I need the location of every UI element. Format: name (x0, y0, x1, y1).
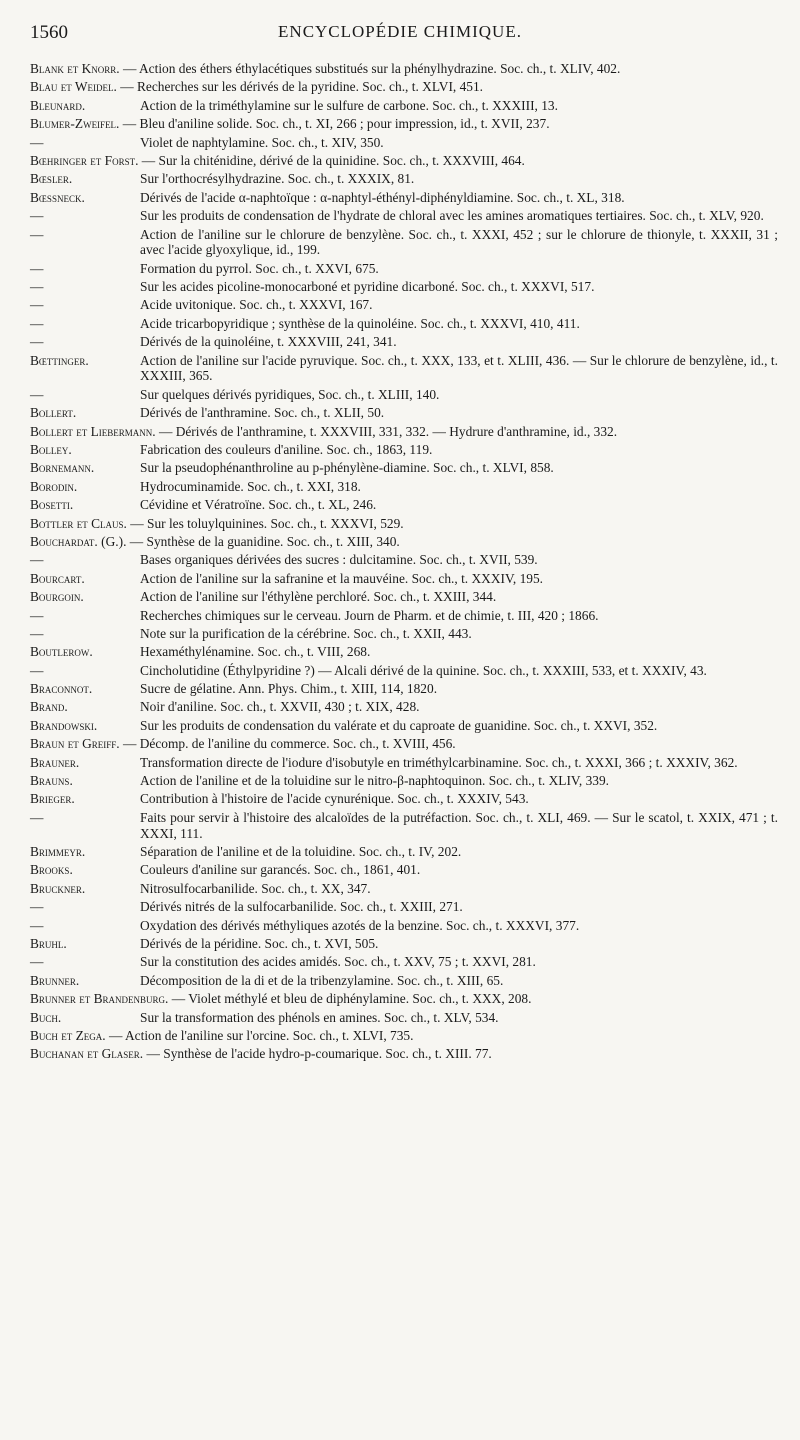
bibliography-entry (30, 844, 778, 860)
bibliography-entry (30, 387, 778, 403)
entry-text: Sur la constitution des acides amidés. Soc. ch., t. XXV, 75 ; t. XXVI, 281. (140, 954, 536, 970)
bibliography-entry (30, 918, 778, 934)
entry-author: Brauns. (30, 773, 73, 789)
entry-text: Cévidine et Vératroïne. Soc. ch., t. XL, 246. (140, 497, 377, 513)
entry-author: Bœssneck. (30, 189, 85, 205)
bibliography-entry (30, 208, 778, 224)
entry-text: — Décomp. de l'aniline du commerce. Soc. ch., t. XVIII, 456. (119, 736, 456, 752)
entry-text: Action de l'aniline sur l'éthylène perchloré. Soc. ch., t. XXIII, 344. (140, 589, 497, 605)
entry-text: — Action de l'aniline sur l'orcine. Soc. ch., t. XLVI, 735. (105, 1027, 414, 1043)
entry-text: — Bleu d'aniline solide. Soc. ch., t. XI, 266 ; pour impression, id., t. XVII, 237. (119, 116, 550, 132)
entry-text: Dérivés de la péridine. Soc. ch., t. XVI, 505. (140, 935, 379, 951)
bibliography-entry (30, 1046, 778, 1062)
entry-text: Sur l'orthocrésylhydrazine. Soc. ch., t. XXXIX, 81. (140, 171, 415, 187)
bibliography-entry (30, 171, 778, 187)
bibliography-entry (30, 516, 778, 532)
bibliography-entry (30, 552, 778, 568)
entry-text: — Synthèse de l'acide hydro-p-coumarique. Soc. ch., t. XIII. 77. (143, 1046, 492, 1062)
entry-author: Bleunard. (30, 97, 86, 113)
entry-text: Sur la transformation des phénols en amines. Soc. ch., t. XLV, 534. (140, 1009, 499, 1025)
bibliography-entry (30, 153, 778, 169)
entry-author: — (30, 625, 44, 641)
entry-author: Brunner. (30, 972, 80, 988)
entry-author: — (30, 208, 44, 224)
entry-text: Dérivés de la quinoléine, t. XXXVIII, 241, 341. (140, 334, 397, 350)
entry-author: Brieger. (30, 791, 75, 807)
entry-author: — (30, 552, 44, 568)
bibliography-entry (30, 681, 778, 697)
bibliography-entry (30, 442, 778, 458)
entry-author: Bourcart. (30, 570, 85, 586)
bibliography-entry (30, 479, 778, 495)
bibliography-entry (30, 1010, 778, 1026)
entry-text: (G.). — Synthèse de la guanidine. Soc. ch., t. XIII, 340. (97, 533, 400, 549)
bibliography-entry (30, 460, 778, 476)
entry-text: Dérivés de l'acide α-naphtoïque : α-naphtyl-éthényl-diphényldiamine. Soc. ch., t. XL, 318. (140, 189, 625, 205)
entry-author: — (30, 134, 44, 150)
bibliography-entry (30, 755, 778, 771)
entry-text: Sur la pseudophénanthroline au p-phénylène-diamine. Soc. ch., t. XLVI, 858. (140, 460, 554, 476)
bibliography-entry (30, 899, 778, 915)
entry-text: Sur les acides picoline-monocarboné et pyridine dicarboné. Soc. ch., t. XXXVI, 517. (140, 279, 595, 295)
bibliography-entry (30, 810, 778, 842)
entry-text: — Violet méthylé et bleu de diphénylamine. Soc. ch., t. XXX, 208. (168, 991, 532, 1007)
bibliography-entry (30, 297, 778, 313)
entry-author: Bourgoin. (30, 589, 84, 605)
bibliography-entry (30, 316, 778, 332)
entry-text: Sur les produits de condensation de l'hydrate de chloral avec les amines aromatiques tertiaires. Soc. ch., t. XLV, 920. (140, 208, 764, 224)
bibliography-entry (30, 405, 778, 421)
entry-text: Nitrosulfocarbanilide. Soc. ch., t. XX, 347. (140, 880, 371, 896)
entry-author: Brandowski. (30, 717, 98, 733)
bibliography-entry (30, 261, 778, 277)
entry-author: Blank et Knorr. (30, 61, 120, 76)
entry-author: Buch et Zega. (30, 1027, 106, 1043)
entry-text: Couleurs d'aniline sur garancés. Soc. ch., 1861, 401. (140, 862, 421, 878)
entry-author: — (30, 260, 44, 276)
entry-author: — (30, 334, 44, 350)
bibliography-entry (30, 353, 778, 385)
entry-text: Dérivés nitrés de la sulfocarbanilide. Soc. ch., t. XXIII, 271. (140, 899, 463, 915)
bibliography-entry (30, 497, 778, 513)
entry-text: — Dérivés de l'anthramine, t. XXXVIII, 331, 332. — Hydrure d'anthramine, id., 332. (155, 423, 618, 439)
entry-text: Oxydation des dérivés méthyliques azotés de la benzine. Soc. ch., t. XXXVI, 377. (140, 917, 580, 933)
entry-text: Hexaméthylénamine. Soc. ch., t. VIII, 268. (140, 644, 371, 660)
entry-text: — Sur les toluylquinines. Soc. ch., t. XXXVI, 529. (126, 515, 404, 531)
bibliography-entry (30, 589, 778, 605)
bibliography-entry (30, 773, 778, 789)
bibliography-entry (30, 936, 778, 952)
bibliography-entry (30, 424, 778, 440)
entry-author: Buch. (30, 1009, 62, 1025)
entry-text: Cincholutidine (Éthylpyridine ?) — Alcali dérivé de la quinine. Soc. ch., t. XXXIII, 533, et t. XXXIV, 43. (140, 662, 707, 678)
entry-text: Séparation de l'aniline et de la toluidine. Soc. ch., t. IV, 202. (140, 844, 462, 860)
entry-author: — (30, 917, 44, 933)
bibliography-entry (30, 534, 778, 550)
entry-author: — (30, 279, 44, 295)
bibliography-entry (30, 699, 778, 715)
entry-author: — (30, 386, 44, 402)
bibliography-entry (30, 991, 778, 1007)
entry-author: — (30, 297, 44, 313)
bibliography-entry (30, 881, 778, 897)
entry-author: Bollert. (30, 405, 77, 421)
entry-text: Contribution à l'histoire de l'acide cynurénique. Soc. ch., t. XXXIV, 543. (140, 791, 529, 807)
entry-text: Action de l'aniline et de la toluidine sur le nitro-β-naphtoquinon. Soc. ch., t. XLIV, 339. (140, 773, 610, 789)
bibliography-entry (30, 135, 778, 151)
entry-text: Hydrocuminamide. Soc. ch., t. XXI, 318. (140, 478, 361, 494)
entry-author: — (30, 899, 44, 915)
bibliography-entry (30, 98, 778, 114)
entry-text: Transformation directe de l'iodure d'isobutyle en triméthylcarbinamine. Soc. ch., t. XXXI, 366 ; t. XXXIV, 362. (140, 754, 738, 770)
entry-text: Décomposition de la di et de la tribenzylamine. Soc. ch., t. XIII, 65. (140, 972, 504, 988)
entry-author: Bruhl. (30, 935, 67, 951)
page-header (30, 22, 770, 48)
entry-text: Faits pour servir à l'histoire des alcaloïdes de la putréfaction. Soc. ch., t. XLI, 469. — Sur le scatol, t. XXIX, 471 ; t. XXXI, 111. (140, 809, 778, 841)
entry-text: Note sur la purification de la cérébrine. Soc. ch., t. XXII, 443. (140, 625, 472, 641)
entry-text: Dérivés de l'anthramine. Soc. ch., t. XLII, 50. (140, 405, 385, 421)
page-number: 1560 (30, 22, 68, 43)
entry-text: Action de l'aniline sur la safranine et la mauvéine. Soc. ch., t. XXXIV, 195. (140, 570, 544, 586)
bibliography-entry (30, 116, 778, 132)
bibliography-entry (30, 736, 778, 752)
entry-text: — Sur la chiténidine, dérivé de la quinidine. Soc. ch., t. XXXVIII, 464. (138, 152, 525, 168)
entry-author: Borodin. (30, 478, 78, 494)
bibliography-entry (30, 954, 778, 970)
entry-text: — Action des éthers éthylacétiques substitués sur la phénylhydrazine. Soc. ch., t. XLIV, 402. (119, 61, 621, 76)
entry-author: — (30, 662, 44, 678)
entry-author: Brauner. (30, 754, 80, 770)
bibliography-entry (30, 862, 778, 878)
bibliography-list (30, 61, 778, 1065)
entry-text: Sucre de gélatine. Ann. Phys. Chim., t. XIII, 114, 1820. (140, 681, 438, 697)
bibliography-entry (30, 644, 778, 660)
bibliography-entry (30, 791, 778, 807)
entry-author: Brooks. (30, 862, 73, 878)
entry-author: Boutlerow. (30, 644, 93, 660)
bibliography-entry (30, 1028, 778, 1044)
bibliography-entry (30, 718, 778, 734)
bibliography-entry (30, 626, 778, 642)
entry-author: Blau et Weidel. (30, 79, 117, 95)
entry-author: Bruckner. (30, 880, 86, 896)
entry-text: Sur les produits de condensation du valérate et du caproate de guanidine. Soc. ch., t. XXVI, 352. (140, 717, 658, 733)
entry-author: Bœsler. (30, 171, 73, 187)
bibliography-entry (30, 663, 778, 679)
entry-author: Bouchardat. (30, 533, 98, 549)
entry-author: — (30, 607, 44, 623)
bibliography-entry (30, 79, 778, 95)
running-title: ENCYCLOPÉDIE CHIMIQUE. (278, 22, 522, 41)
bibliography-entry (30, 334, 778, 350)
bibliography-entry (30, 973, 778, 989)
entry-author: Braun et Greiff. (30, 736, 120, 752)
entry-author: Bornemann. (30, 460, 95, 476)
entry-text: Sur quelques dérivés pyridiques, Soc. ch., t. XLIII, 140. (140, 386, 440, 402)
entry-text: Recherches chimiques sur le cerveau. Journ de Pharm. et de chimie, t. III, 420 ; 1866. (140, 607, 599, 623)
entry-author: Brimmeyr. (30, 844, 86, 860)
bibliography-entry (30, 608, 778, 624)
bibliography-entry (30, 190, 778, 206)
entry-text: Formation du pyrrol. Soc. ch., t. XXVI, 675. (140, 260, 379, 276)
bibliography-entry (30, 571, 778, 587)
entry-author: Bolley. (30, 442, 72, 458)
entry-author: — (30, 954, 44, 970)
entry-author: Bottler et Claus. (30, 515, 127, 531)
entry-author: Brand. (30, 699, 68, 715)
entry-author: — (30, 226, 44, 242)
entry-author: Braconnot. (30, 681, 93, 697)
entry-text: — Recherches sur les dérivés de la pyridine. Soc. ch., t. XLVI, 451. (116, 79, 484, 95)
entry-text: Fabrication des couleurs d'aniline. Soc. ch., 1863, 119. (140, 442, 433, 458)
entry-author: Blumer-Zweifel. (30, 116, 120, 132)
entry-author: — (30, 809, 44, 825)
entry-author: Bosetti. (30, 497, 74, 513)
bibliography-entry (30, 227, 778, 259)
entry-text: Action de la triméthylamine sur le sulfure de carbone. Soc. ch., t. XXXIII, 13. (140, 97, 558, 113)
entry-text: Bases organiques dérivées des sucres : dulcitamine. Soc. ch., t. XVII, 539. (140, 552, 538, 568)
entry-text: Action de l'aniline sur l'acide pyruvique. Soc. ch., t. XXX, 133, et t. XLIII, 436. — Sur le chlorure de benzylène, id., t. XXXIII, 365. (140, 352, 778, 384)
bibliography-entry (30, 61, 778, 77)
entry-author: Bœhringer et Forst. (30, 152, 139, 168)
entry-author: — (30, 315, 44, 331)
entry-text: Noir d'aniline. Soc. ch., t. XXVII, 430 ; t. XIX, 428. (140, 699, 420, 715)
entry-text: Acide uvitonique. Soc. ch., t. XXXVI, 167. (140, 297, 373, 313)
entry-author: Buchanan et Glaser. (30, 1046, 144, 1062)
entry-author: Bœttinger. (30, 352, 89, 368)
entry-author: Bollert et Liebermann. (30, 423, 156, 439)
entry-text: Violet de naphtylamine. Soc. ch., t. XIV, 350. (140, 134, 384, 150)
entry-author: Brunner et Brandenburg. (30, 991, 169, 1007)
entry-text: Action de l'aniline sur le chlorure de benzylène. Soc. ch., t. XXXI, 452 ; sur le chlorure de thionyle, t. XXXII, 31 ; avec l'acide glyoxylique, id., 199. (140, 226, 778, 258)
entry-text: Acide tricarbopyridique ; synthèse de la quinoléine. Soc. ch., t. XXXVI, 410, 411. (140, 315, 580, 331)
bibliography-entry (30, 279, 778, 295)
